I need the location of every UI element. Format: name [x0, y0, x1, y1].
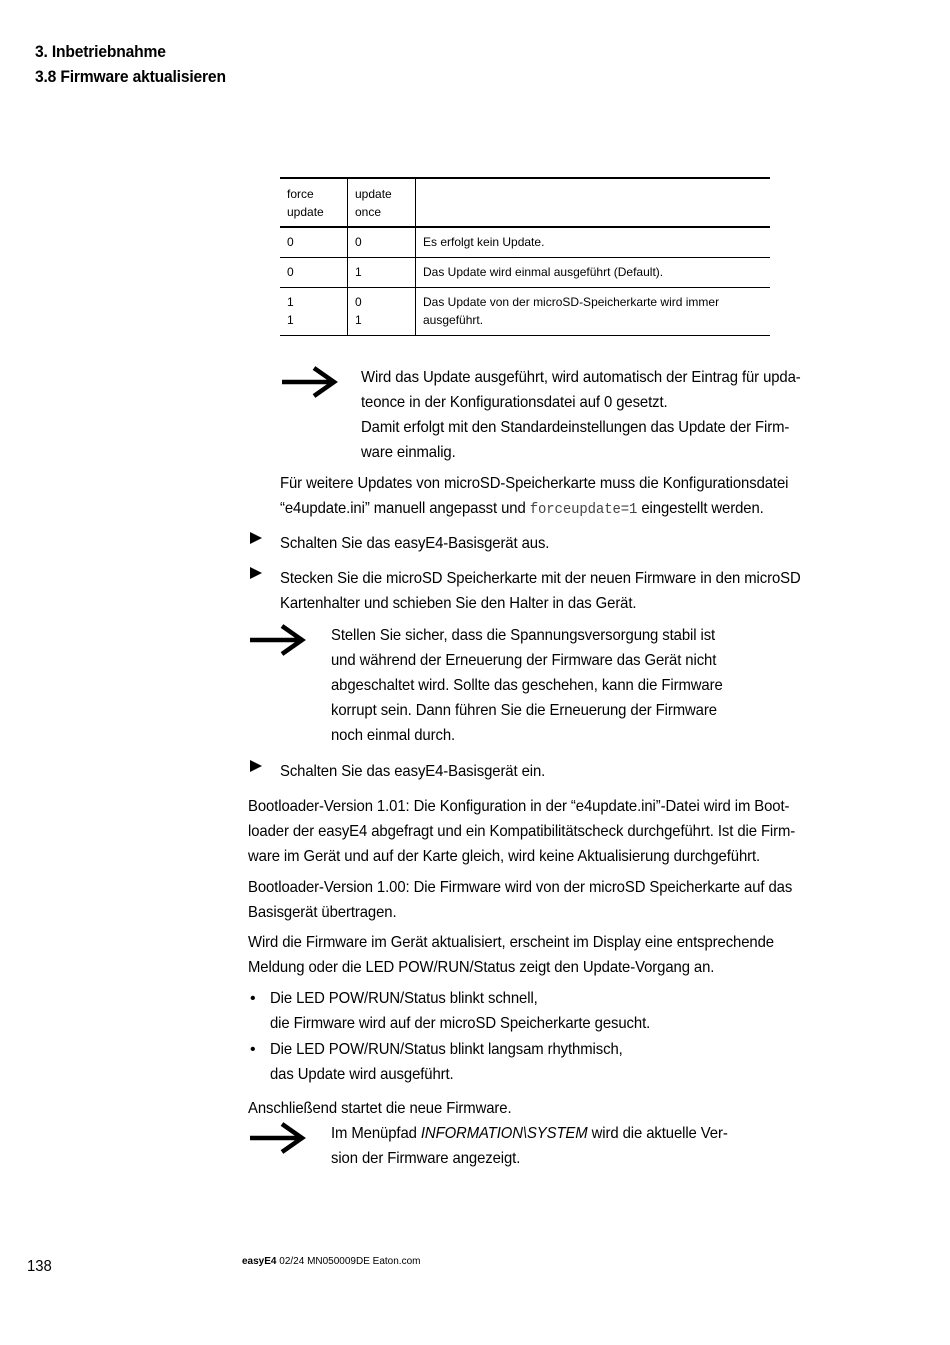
- step-triangle-icon: [249, 531, 263, 550]
- table-row: [280, 227, 770, 258]
- table-header-row: [280, 178, 770, 227]
- table-row: [280, 288, 770, 336]
- cell-description: Das Update von der microSD-Speicherkarte wird immer ausgeführt.: [416, 288, 771, 336]
- paragraph-further-updates: Für weitere Updates von microSD-Speicherkarte muss die Konfigurationsdatei “e4update.ini” manuell angepasst und forceupdate=1 eingestellt werden.: [280, 475, 789, 518]
- page-number: 138: [27, 1258, 52, 1275]
- footer-product: easyE4: [242, 1256, 277, 1267]
- chapter-heading: 3. Inbetriebnahme: [35, 42, 166, 61]
- cell-force: 0: [280, 227, 348, 258]
- footer-document-info: [242, 1256, 420, 1267]
- step-power-on: Schalten Sie das easyE4-Basisgerät ein.: [280, 763, 546, 780]
- paragraph-display-message: Wird die Firmware im Gerät aktualisiert, erscheint im Display eine entsprechende Meldung oder die LED POW/RUN/Status zeigt den Update-Vorgang an.: [248, 934, 774, 976]
- header-update-once: update once: [348, 178, 416, 227]
- list-item: Die LED POW/RUN/Status blinkt langsam rhythmisch, das Update wird ausgeführt.: [270, 1041, 623, 1083]
- cell-once: 1: [348, 258, 416, 288]
- cell-once: 0 1: [348, 288, 416, 336]
- cell-force: 1 1: [280, 288, 348, 336]
- step-triangle-icon: [249, 759, 263, 778]
- footer-doc-id: 02/24 MN050009DE Eaton.com: [276, 1256, 421, 1267]
- paragraph-new-firmware: Anschließend startet die neue Firmware.: [248, 1100, 512, 1117]
- header-force-update: force update: [280, 178, 348, 227]
- arrow-right-icon: [248, 1121, 306, 1160]
- menu-path: INFORMATION\SYSTEM: [420, 1125, 588, 1142]
- update-config-table: [280, 177, 770, 336]
- step-power-off: Schalten Sie das easyE4-Basisgerät aus.: [280, 535, 550, 552]
- cell-description: Es erfolgt kein Update.: [416, 227, 771, 258]
- step-triangle-icon: [249, 566, 263, 585]
- note-menu-path: Im Menüpfad INFORMATION\SYSTEM wird die aktuelle Ver- sion der Firmware angezeigt.: [331, 1125, 728, 1167]
- bullet-marker: •: [250, 990, 256, 1007]
- cell-once: 0: [348, 227, 416, 258]
- step-insert-card: Stecken Sie die microSD Speicherkarte mit der neuen Firmware in den microSD Kartenhalter und schieben Sie den Halter in das Gerät.: [280, 570, 801, 612]
- bullet-marker: •: [250, 1041, 256, 1058]
- note-power-stable: Stellen Sie sicher, dass die Spannungsversorgung stabil ist und während der Erneuerung der Firmware das Gerät nicht abgeschaltet wird. Sollte das geschehen, kann die Firmware korrupt sein. Dann führen Sie die Erneuerung der Firmware noch einmal durch.: [331, 627, 723, 744]
- paragraph-bootloader-100: Bootloader-Version 1.00: Die Firmware wird von der microSD Speicherkarte auf das Basisgerät übertragen.: [248, 879, 793, 921]
- table-row: [280, 258, 770, 288]
- paragraph-bootloader-101: Bootloader-Version 1.01: Die Konfiguration in der “e4update.ini”-Datei wird im Boot- loader der easyE4 abgefragt und ein Kompatibilitätscheck durchgeführt. Ist die Firm- ware im Gerät und auf der Karte gleich, wird keine Aktualisierung durchgeführt.: [248, 798, 796, 865]
- cell-description: Das Update wird einmal ausgeführt (Default).: [416, 258, 771, 288]
- header-description: [416, 178, 771, 227]
- list-item: Die LED POW/RUN/Status blinkt schnell, die Firmware wird auf der microSD Speicherkarte gesucht.: [270, 990, 651, 1032]
- config-code: forceupdate=1: [529, 501, 638, 518]
- section-heading: 3.8 Firmware aktualisieren: [35, 67, 226, 86]
- arrow-right-icon: [280, 365, 338, 404]
- arrow-right-icon: [248, 623, 306, 662]
- cell-force: 0: [280, 258, 348, 288]
- note-auto-reset: Wird das Update ausgeführt, wird automatisch der Eintrag für upda- teonce in der Konfigurationsdatei auf 0 gesetzt. Damit erfolgt mit den Standardeinstellungen das Update der Firm- ware einmalig.: [361, 369, 801, 461]
